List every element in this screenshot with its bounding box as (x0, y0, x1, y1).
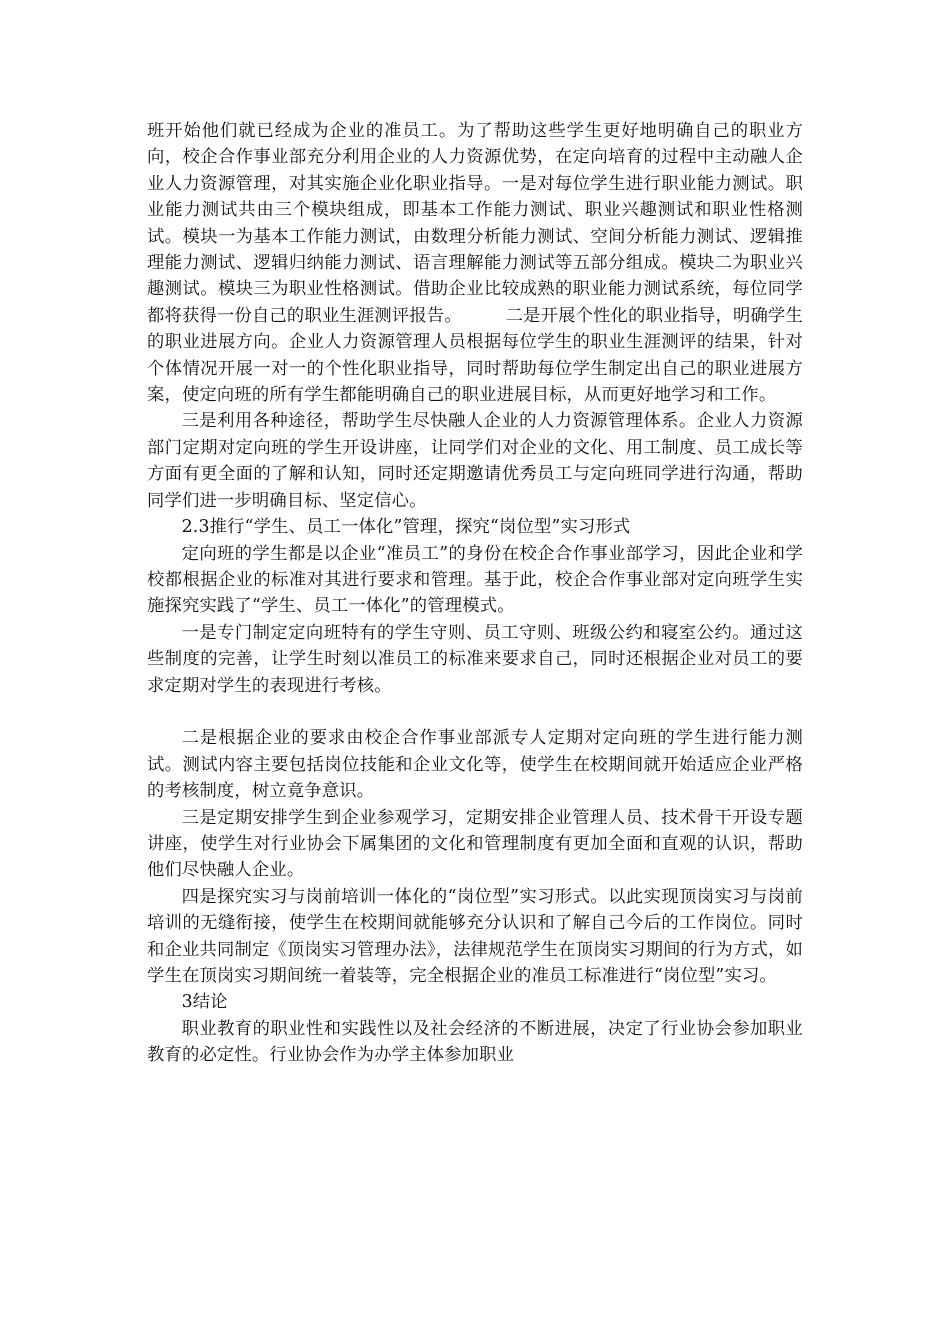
document-body (147, 118, 803, 1069)
paragraph-visits: 三是定期安排学生到企业参观学习，定期安排企业管理人员、技术骨干开设专题讲座，使学生对行业协会下属集团的文化和管理制度有更加全面和直观的认识，帮助他们尽快融人企业。 (147, 807, 803, 881)
paragraph-career-guidance: 班开始他们就已经成为企业的准员工。为了帮助这些学生更好地明确自己的职业方向，校企合作事业部充分利用企业的人力资源优势，在定向培育的过程中主动融人企业人力资源管理，对其实施企业化职业指导。一是对每位学生进行职业能力测试。职业能力测试共由三个模块组成，即基本工作能力测试、职业兴趣测试和职业性格测试。模块一为基本工作能力测试，由数理分析能力测试、空间分析能力测试、逻辑推理能力测试、逻辑归纳能力测试、语言理解能力测试等五部分组成。模块二为职业兴趣测试。模块三为职业性格测试。借助企业比较成熟的职业能力测试系统，每位同学都将获得一份自己的职业生涯测评报告。 二是开展个性化的职业指导，明确学生的职业进展方向。企业人力资源管理人员根据每位学生的职业生涯测评的结果，针对个体情况开展一对一的个性化职业指导，同时帮助每位学生制定出自己的职业进展方案，使定向班的所有学生都能明确自己的职业进展目标，从而更好地学习和工作。 (147, 121, 803, 406)
paragraph-management-model: 定向班的学生都是以企业“准员工”的身份在校企合作事业部学习，因此企业和学校都根据企业的标准对其进行要求和管理。基于此，校企合作事业部对定向班学生实施探究实践了“学生、员工一体化”的管理模式。 (147, 543, 803, 617)
section-heading-3: 3结论 (181, 992, 228, 1013)
paragraph-internship: 四是探究实习与岗前培训一体化的“岗位型”实习形式。以此实现顶岗实习与岗前培训的无缝衔接，使学生在校期间就能够充分认识和了解自己今后的工作岗位。同时和企业共同制定《顶岗实习管理办法》，法律规范学生在顶岗实习期间的行为方式，如学生在顶岗实习期间统一着装等，完全根据企业的准员工标准进行“岗位型”实习。 (147, 886, 803, 986)
paragraph-hr-integration: 三是利用各种途径，帮助学生尽快融人企业的人力资源管理体系。企业人力资源部门定期对定向班的学生开设讲座，让同学们对企业的文化、用工制度、员工成长等方面有更全面的了解和认知，同时还定期邀请优秀员工与定向班同学进行沟通，帮助同学们进一步明确目标、坚定信心。 (147, 411, 803, 511)
paragraph-ability-test: 二是根据企业的要求由校企合作事业部派专人定期对定向班的学生进行能力测试。测试内容主要包括岗位技能和企业文化等，使学生在校期间就开始适应企业严格的考核制度，树立竟争意识。 (147, 728, 803, 802)
blank-line (147, 699, 803, 725)
section-heading-2-3: 2.3推行“学生、员工一体化”管理，探究“岗位型”实习形式 (181, 517, 631, 538)
paragraph-conclusion: 职业教育的职业性和实践性以及社会经济的不断进展，决定了行业协会参加职业教育的必定性。行业协会作为办学主体参加职业 (147, 1018, 803, 1066)
paragraph-rules: 一是专门制定定向班特有的学生守则、员工守则、班级公约和寝室公约。通过这些制度的完善，让学生时刻以准员工的标准来要求自己，同时还根据企业对员工的要求定期对学生的表现进行考核。 (147, 622, 803, 696)
